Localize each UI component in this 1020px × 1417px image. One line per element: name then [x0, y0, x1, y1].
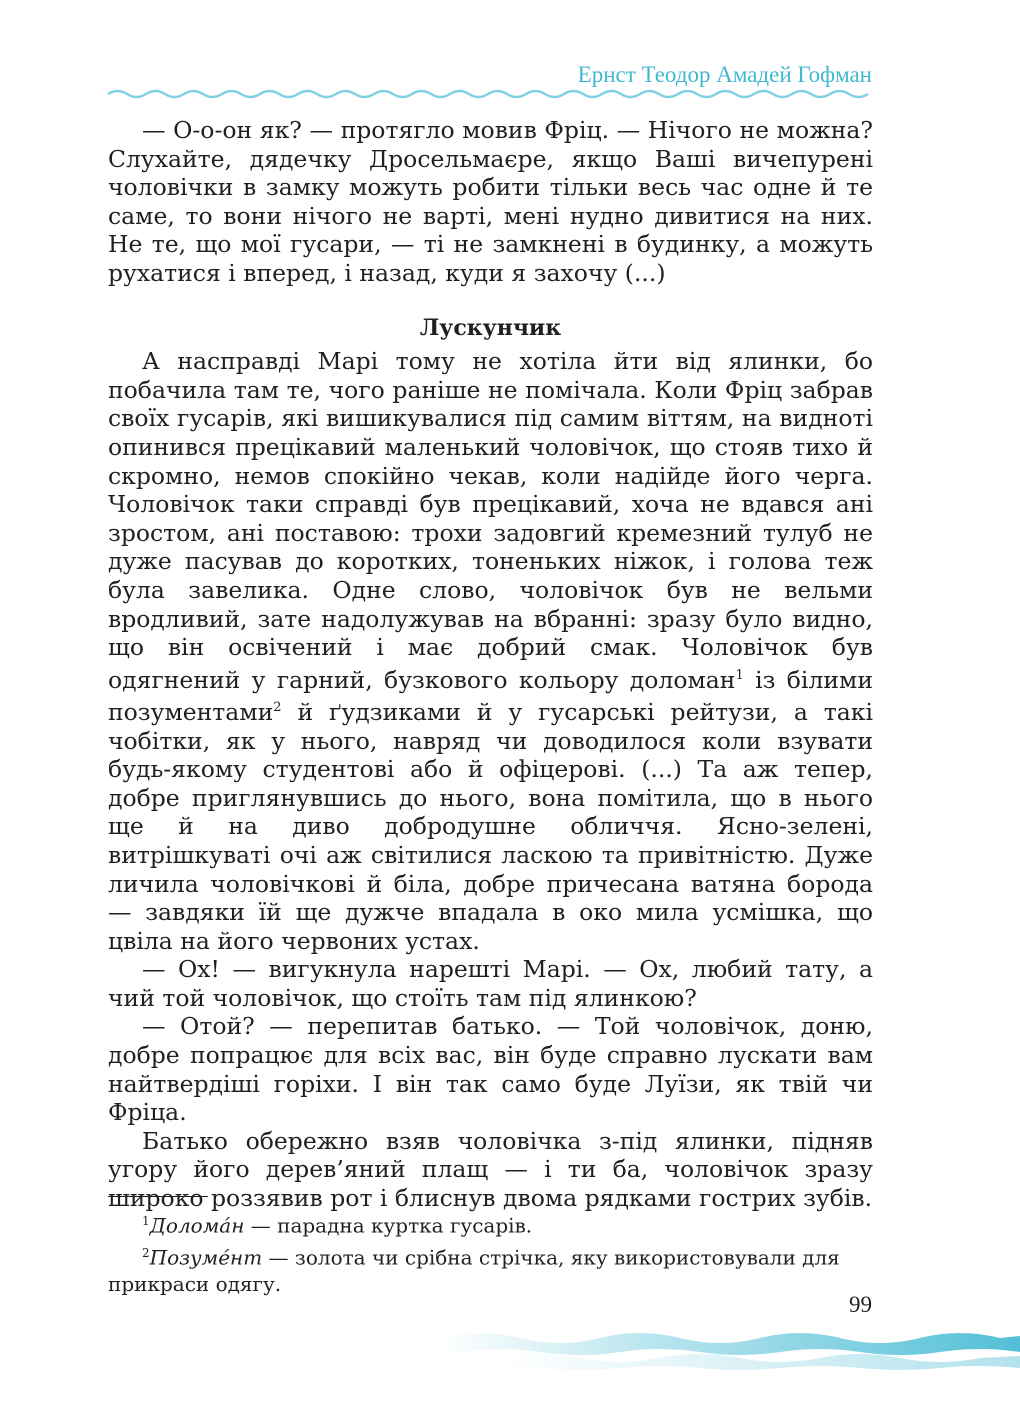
footnote-marker: 1 [735, 667, 744, 683]
footnote-text: — золота чи срібна стрічка, яку використовували для прикраси одягу. [108, 1245, 840, 1297]
paragraph-fritz-speech: — О-о-он як? — протягло мовив Фріц. — Нічого не можна? Слухайте, дядечку Дросельмаєре, якщо Ваші вичепурені чоловічки в замку можуть робити тільки весь час одне й те саме, то вони нічого не варті, мені нудно дивитися на них. Не те, що мої гусари, — ті не замкнені в будинку, а можуть рухатися і вперед, і назад, куди я захочу (...) [108, 116, 873, 287]
footnote-1 [108, 1208, 873, 1240]
footnote-term: Долома́н [149, 1213, 245, 1238]
paragraph-marie-question: — Ох! — вигукнула нарешті Марі. — Ох, любий тату, а чий той чоловічок, що стоїть там під ялинкою? [108, 955, 873, 1012]
paragraph-father-action: Батько обережно взяв чоловічка з-під ялинки, підняв угору його дерев’яний плащ — і ти ба, чоловічок зразу широко роззявив рот і блиснув двома рядками гострих зубів. [108, 1126, 873, 1213]
paragraph-nutcracker-description [108, 347, 873, 955]
footnote-number: 2 [142, 1245, 150, 1260]
footnote-term: Позуме́нт [149, 1245, 263, 1270]
main-text [108, 116, 873, 1213]
footnote-divider [108, 1196, 208, 1197]
paragraph-father-answer: — Отой? — перепитав батько. — Той чоловічок, доню, добре попрацює для всіх вас, він буде справно лускати вам найтвердіші горіхи. І він так само буде Луїзи, як твій чи Фріца. [108, 1012, 873, 1127]
footnote-text: — парадна куртка гусарів. [244, 1213, 533, 1238]
footnote-marker: 2 [273, 700, 282, 716]
footer-wave-decoration [440, 1318, 1020, 1388]
paragraph-text: й ґудзиками й у гусарські рейтузи, а такі чобітки, як у нього, навряд чи доводилося коли взувати будь-якому студентові або й офіцерові. (...) Та аж тепер, добре приглянувшись до нього, вона помітила, що в нього ще й на диво добродушне обличчя. Ясно-зелені, витрішкуваті очі аж світилися ласкою та привітністю. Дуже личила чоловічкові й біла, добре причесана ватяна борода — завдяки їй ще дужче впадала в око мила усмішка, що цвіла на його червоних устах. [108, 697, 873, 955]
paragraph-text: із білими позументами [108, 665, 873, 726]
footnote-number: 1 [142, 1214, 150, 1228]
section-title: Лускунчик [419, 314, 562, 341]
header-wave-decoration [108, 88, 873, 100]
page-number: 99 [849, 1292, 872, 1317]
paragraph-text: А насправді Марі тому не хотіла йти від ялинки, бо побачила там те, чого раніше не помічала. Коли Фріц забрав своїх гусарів, які вишикувалися під самим віттям, на видноті опинився прецікавий маленький чоловічок, що стояв тихо й скромно, немов спокійно чекав, коли надійде його черга. Чоловічок таки справді був прецікавий, хоча не вдався ані зростом, ані поставою: трохи задовгий кремезний тулуб не дуже пасував до коротких, тоненьких ніжок, і голова теж була завелика. Одне слово, чоловічок був не вельми вродливий, зате надолужував на вбранні: зразу було видно, що він освічений і має добрий смак. Чоловічок був одягнений у гарний, бузкового кольору доломан [108, 347, 873, 694]
footnotes [108, 1208, 873, 1298]
running-head-author: Ернст Теодор Амадей Гофман [577, 62, 872, 87]
footnote-2 [108, 1240, 873, 1299]
